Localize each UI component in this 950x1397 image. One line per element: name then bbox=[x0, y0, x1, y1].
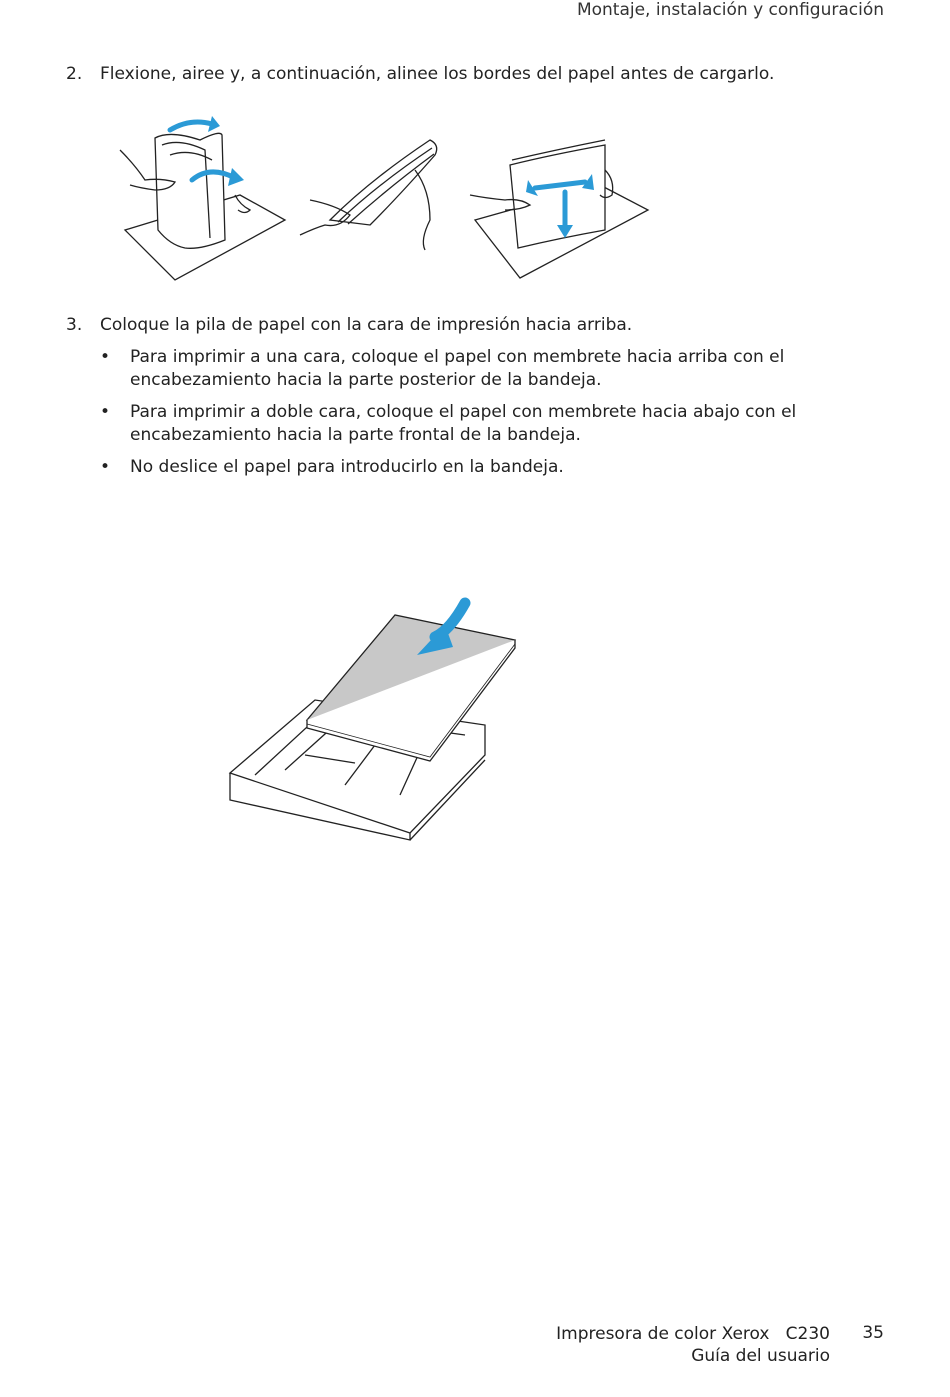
step-number: 3. bbox=[66, 315, 83, 335]
bullet-list bbox=[100, 346, 820, 488]
bullet-dot: • bbox=[100, 347, 111, 367]
step-3 bbox=[66, 314, 632, 337]
list-item bbox=[100, 456, 820, 479]
step-text: Flexione, airee y, a continuación, alinee los bordes del papel antes de cargarlo. bbox=[100, 64, 775, 84]
paper-tray-illustration bbox=[225, 595, 525, 845]
bullet-dot: • bbox=[100, 457, 111, 477]
page-number: 35 bbox=[862, 1323, 884, 1343]
footer-guide: Guía del usuario bbox=[691, 1346, 830, 1366]
bullet-text: No deslice el papel para introducirlo en la bandeja. bbox=[130, 457, 564, 477]
footer-product: Impresora de color Xerox C230 bbox=[556, 1324, 830, 1344]
flex-fan-paper-illustration bbox=[100, 110, 660, 285]
bullet-text: Para imprimir a una cara, coloque el papel con membrete hacia arriba con el encabezamiento hacia la parte posterior de la bandeja. bbox=[130, 347, 785, 390]
step-2 bbox=[66, 63, 774, 86]
list-item bbox=[100, 401, 820, 447]
bullet-dot: • bbox=[100, 402, 111, 422]
step-text: Coloque la pila de papel con la cara de impresión hacia arriba. bbox=[100, 315, 633, 335]
list-item bbox=[100, 346, 820, 392]
footer bbox=[556, 1323, 830, 1367]
running-header: Montaje, instalación y configuración bbox=[576, 0, 884, 20]
bullet-text: Para imprimir a doble cara, coloque el papel con membrete hacia abajo con el encabezamiento hacia la parte frontal de la bandeja. bbox=[130, 402, 797, 445]
step-number: 2. bbox=[66, 64, 83, 84]
